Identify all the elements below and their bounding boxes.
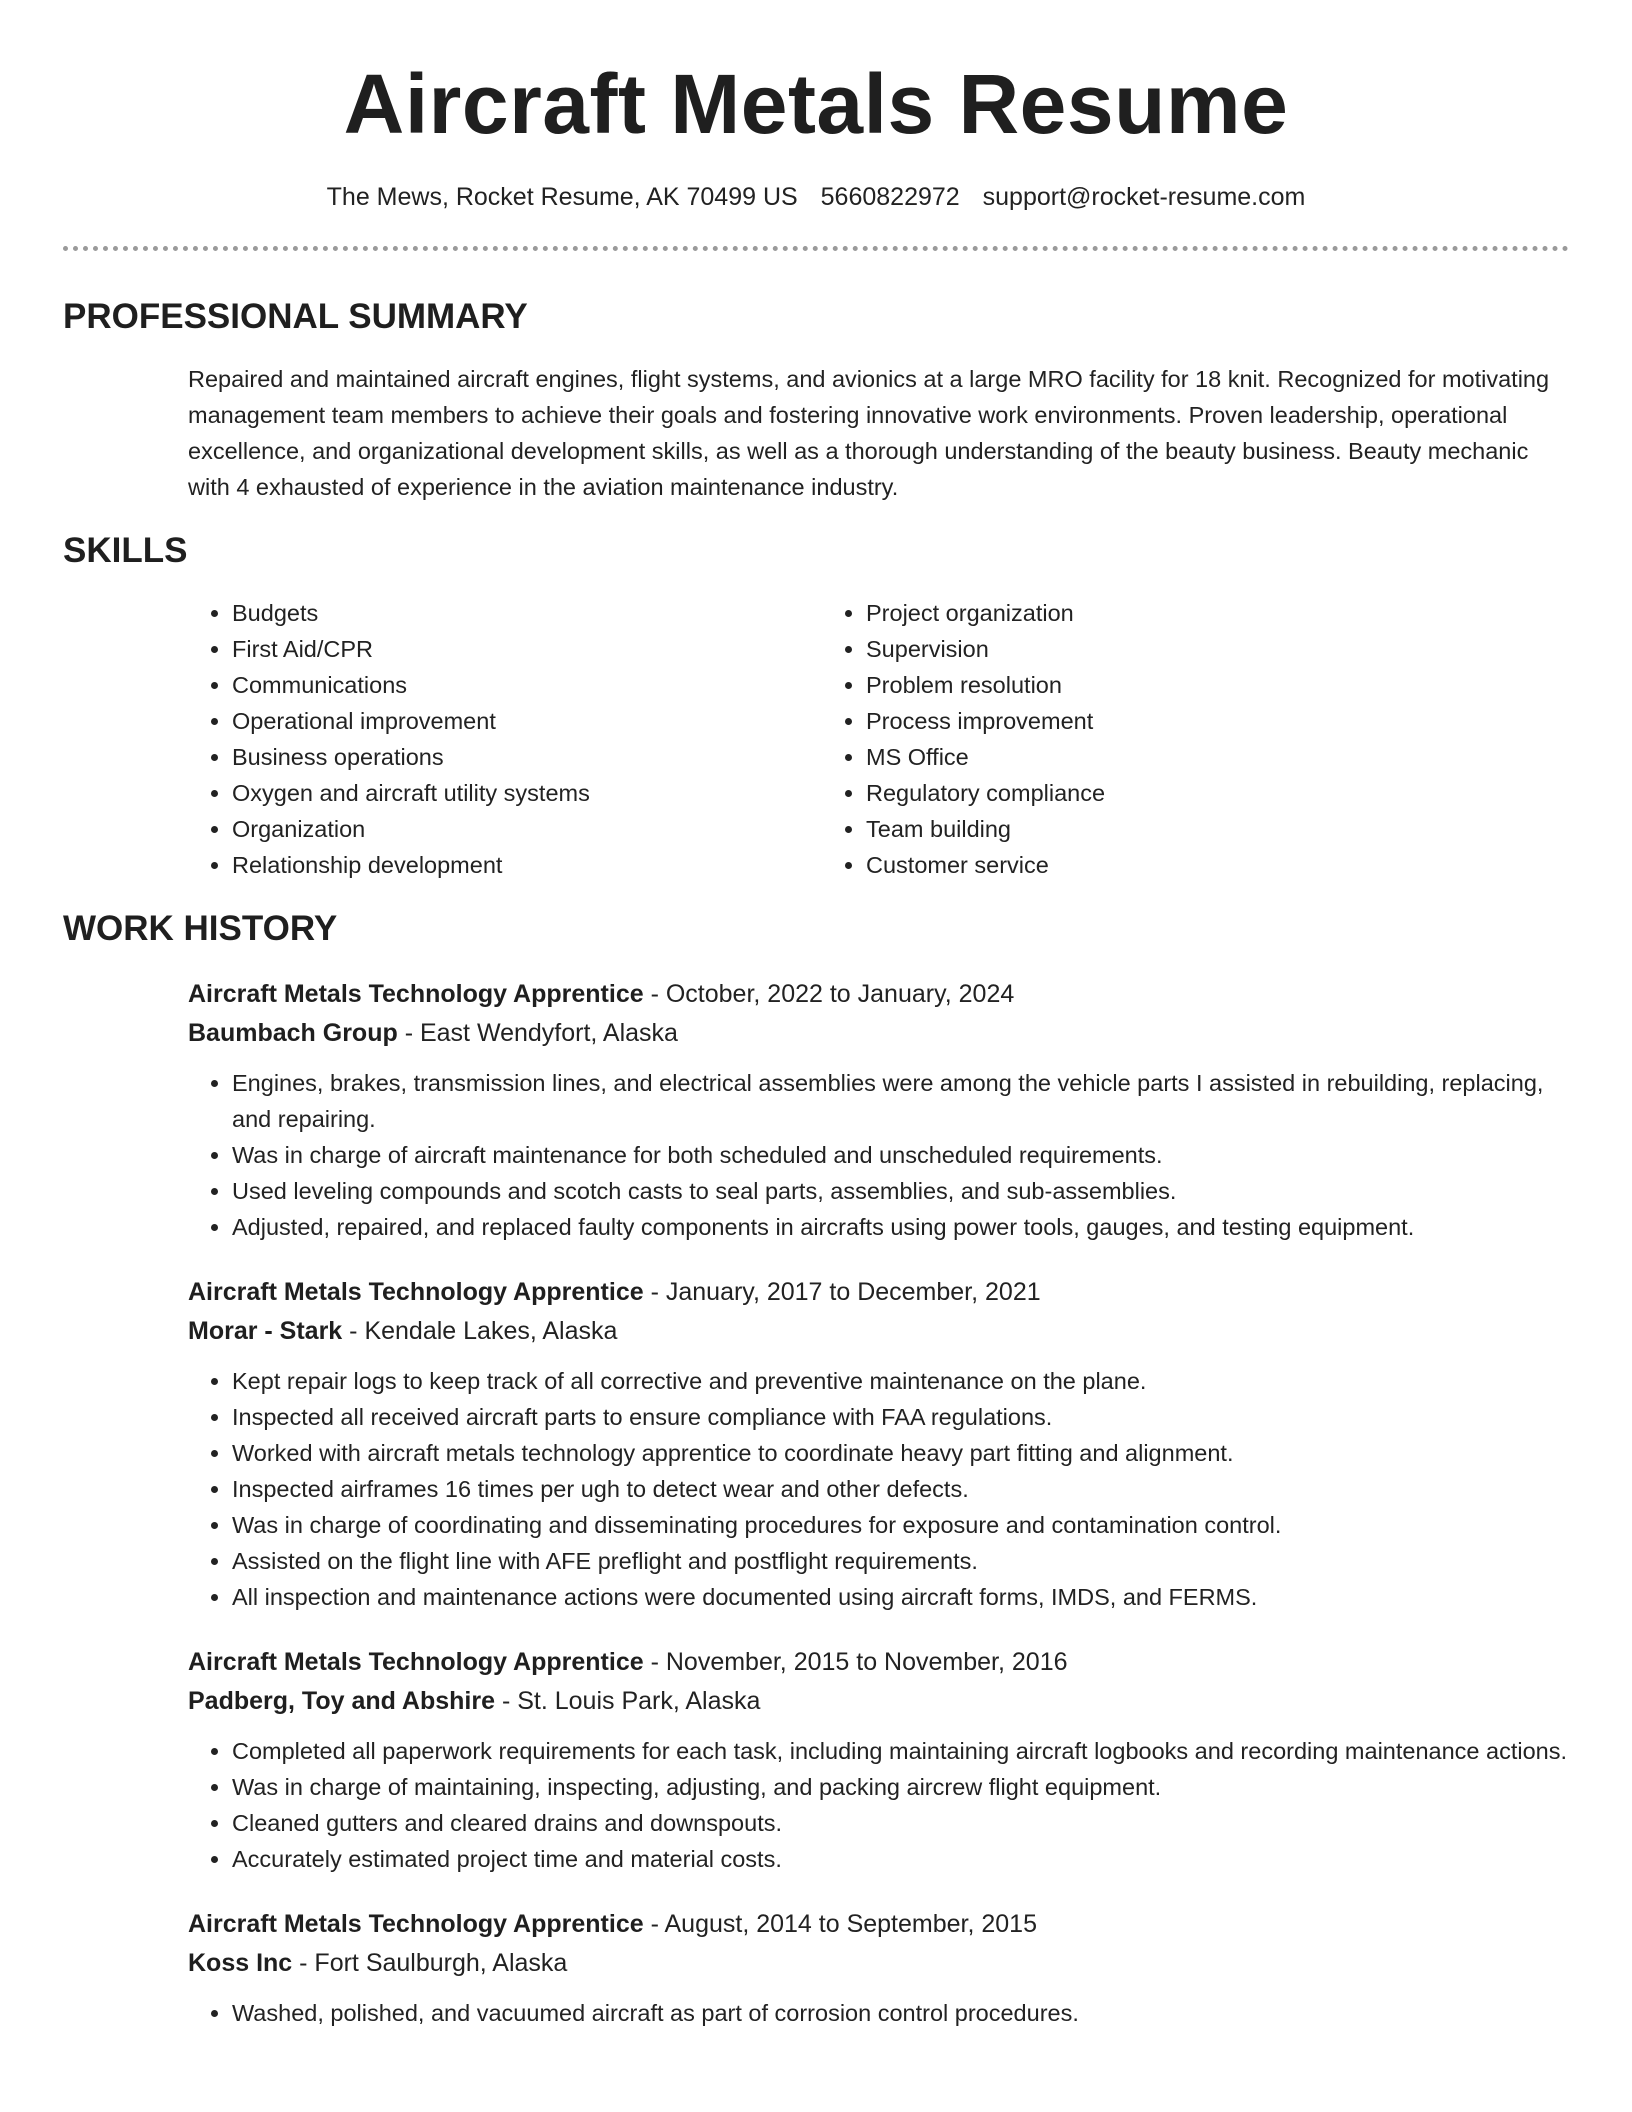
job-location: Kendale Lakes, Alaska bbox=[364, 1317, 618, 1345]
job-bullet: • Assisted on the flight line with AFE preflight and postflight requirements. bbox=[232, 1543, 1569, 1579]
skill-item: • Operational improvement bbox=[232, 703, 822, 739]
job-dates: November, 2015 to November, 2016 bbox=[665, 1648, 1068, 1676]
skills-column-left bbox=[188, 595, 822, 883]
job-location: St. Louis Park, Alaska bbox=[517, 1687, 761, 1715]
skill-item: • Supervision bbox=[866, 631, 1105, 667]
job-bullet: • Was in charge of aircraft maintenance for both scheduled and unscheduled requirements. bbox=[232, 1137, 1569, 1173]
job-bullet: • Worked with aircraft metals technology apprentice to coordinate heavy part fitting and alignment. bbox=[232, 1435, 1569, 1471]
skill-item: • Customer service bbox=[866, 847, 1105, 883]
job-title: Aircraft Metals Technology Apprentice bbox=[188, 1910, 644, 1938]
contact-email: support@rocket-resume.com bbox=[982, 183, 1306, 211]
job-dates: August, 2014 to September, 2015 bbox=[664, 1910, 1037, 1938]
job-dates: January, 2017 to December, 2021 bbox=[665, 1278, 1041, 1306]
job-company: Padberg, Toy and Abshire bbox=[188, 1687, 495, 1715]
job-entry bbox=[188, 1273, 1569, 1615]
contact-line bbox=[63, 180, 1569, 214]
job-bullet: • All inspection and maintenance actions were documented using aircraft forms, IMDS, and FERMS. bbox=[232, 1579, 1569, 1615]
job-title: Aircraft Metals Technology Apprentice bbox=[188, 1278, 644, 1306]
job-bullet: • Accurately estimated project time and material costs. bbox=[232, 1841, 1569, 1877]
job-bullet: • Adjusted, repaired, and replaced faulty components in aircrafts using power tools, gauges, and testing equipment. bbox=[232, 1209, 1569, 1245]
skill-item: • Communications bbox=[232, 667, 822, 703]
job-location: East Wendyfort, Alaska bbox=[419, 1019, 678, 1047]
job-bullet: • Used leveling compounds and scotch casts to seal parts, assemblies, and sub-assemblies. bbox=[232, 1173, 1569, 1209]
skills-column-right bbox=[822, 595, 1105, 883]
resume-header bbox=[63, 0, 1569, 214]
skill-item: • Process improvement bbox=[866, 703, 1105, 739]
job-company-line: Morar - Stark - Kendale Lakes, Alaska bbox=[188, 1317, 618, 1345]
job-bullet: • Inspected airframes 16 times per ugh to detect wear and other defects. bbox=[232, 1471, 1569, 1507]
skill-item: • Regulatory compliance bbox=[866, 775, 1105, 811]
skill-item: • MS Office bbox=[866, 739, 1105, 775]
job-bullets bbox=[188, 1065, 1569, 1245]
job-bullet: • Completed all paperwork requirements for each task, including maintaining aircraft logbooks and recording maintenance actions. bbox=[232, 1733, 1569, 1769]
job-entry bbox=[188, 975, 1569, 1245]
skill-item: • First Aid/CPR bbox=[232, 631, 822, 667]
job-title-line: Aircraft Metals Technology Apprentice - October, 2022 to January, 2024 bbox=[188, 980, 1015, 1008]
job-entry bbox=[188, 1643, 1569, 1877]
job-title-line: Aircraft Metals Technology Apprentice - January, 2017 to December, 2021 bbox=[188, 1278, 1041, 1306]
skill-item: • Problem resolution bbox=[866, 667, 1105, 703]
skill-item: • Project organization bbox=[866, 595, 1105, 631]
skills-list bbox=[188, 595, 1569, 883]
job-dates: October, 2022 to January, 2024 bbox=[665, 980, 1015, 1008]
job-company-line: Baumbach Group - East Wendyfort, Alaska bbox=[188, 1019, 678, 1047]
skill-item: • Business operations bbox=[232, 739, 822, 775]
job-company: Koss Inc bbox=[188, 1949, 293, 1977]
skills-heading: SKILLS bbox=[63, 531, 188, 570]
job-bullet: • Cleaned gutters and cleared drains and downspouts. bbox=[232, 1805, 1569, 1841]
job-company-line: Koss Inc - Fort Saulburgh, Alaska bbox=[188, 1949, 568, 1977]
job-title: Aircraft Metals Technology Apprentice bbox=[188, 980, 644, 1008]
job-bullet: • Engines, brakes, transmission lines, and electrical assemblies were among the vehicle parts I assisted in rebuilding, replacing, and repairing. bbox=[232, 1065, 1569, 1137]
job-company-line: Padberg, Toy and Abshire - St. Louis Park, Alaska bbox=[188, 1687, 761, 1715]
job-bullets bbox=[188, 1733, 1569, 1877]
job-company: Morar - Stark bbox=[188, 1317, 343, 1345]
job-bullets bbox=[188, 1363, 1569, 1615]
job-bullet: • Washed, polished, and vacuumed aircraft as part of corrosion control procedures. bbox=[232, 1995, 1569, 2031]
contact-address: The Mews, Rocket Resume, AK 70499 US bbox=[326, 183, 798, 211]
skill-item: • Team building bbox=[866, 811, 1105, 847]
job-company: Baumbach Group bbox=[188, 1019, 398, 1047]
resume-name: Aircraft Metals Resume bbox=[343, 57, 1289, 151]
job-bullet: • Inspected all received aircraft parts to ensure compliance with FAA regulations. bbox=[232, 1399, 1569, 1435]
contact-phone: 5660822972 bbox=[820, 183, 960, 211]
job-bullet: • Was in charge of maintaining, inspecting, adjusting, and packing aircrew flight equipment. bbox=[232, 1769, 1569, 1805]
skill-item: • Oxygen and aircraft utility systems bbox=[232, 775, 822, 811]
summary-text: Repaired and maintained aircraft engines, flight systems, and avionics at a large MRO facility for 18 knit. Recognized for motivating management team members to achieve their goals and fostering innovative work environments. Proven leadership, operational excellence, and organizational development skills, as well as a thorough understanding of the beauty business. Beauty mechanic with 4 exhausted of experience in the aviation maintenance industry. bbox=[188, 366, 1550, 500]
job-bullets bbox=[188, 1995, 1569, 2031]
header-divider bbox=[63, 246, 1569, 251]
skill-item: • Budgets bbox=[232, 595, 822, 631]
summary-heading: PROFESSIONAL SUMMARY bbox=[63, 297, 528, 336]
job-title: Aircraft Metals Technology Apprentice bbox=[188, 1648, 644, 1676]
job-bullet: • Was in charge of coordinating and disseminating procedures for exposure and contamination control. bbox=[232, 1507, 1569, 1543]
job-title-line: Aircraft Metals Technology Apprentice - November, 2015 to November, 2016 bbox=[188, 1648, 1068, 1676]
skill-item: • Organization bbox=[232, 811, 822, 847]
job-title-line: Aircraft Metals Technology Apprentice - August, 2014 to September, 2015 bbox=[188, 1910, 1037, 1938]
skill-item: • Relationship development bbox=[232, 847, 822, 883]
work-history-heading: WORK HISTORY bbox=[63, 909, 338, 948]
job-bullet: • Kept repair logs to keep track of all corrective and preventive maintenance on the plane. bbox=[232, 1363, 1569, 1399]
job-entry bbox=[188, 1905, 1569, 2031]
job-location: Fort Saulburgh, Alaska bbox=[314, 1949, 568, 1977]
